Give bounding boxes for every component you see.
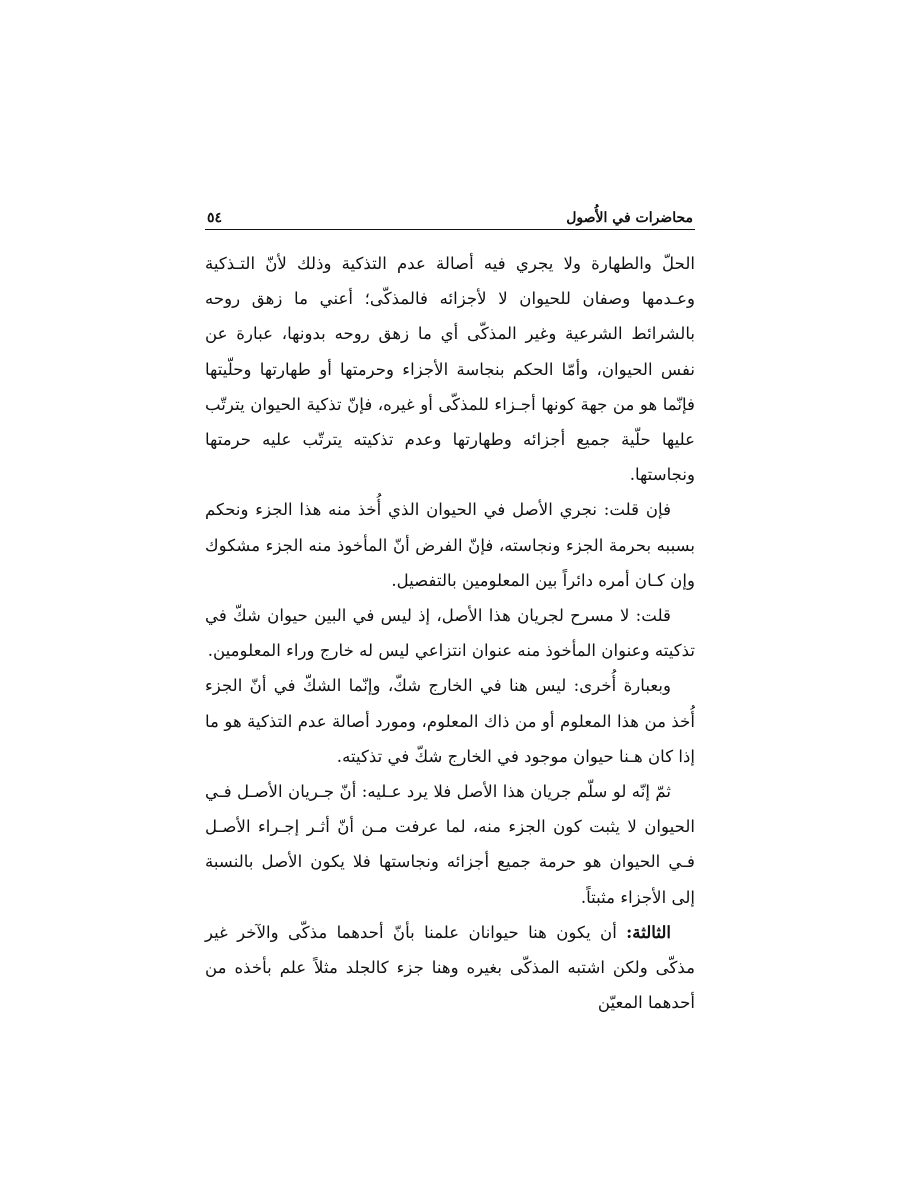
paragraph-text: قلت: لا مسرح لجريان هذا الأصل، إذ ليس في البين حيوان شكّ في تذكيته وعنوان المأخوذ منه عنوان انتزاعي ليس له خارج وراء المعلومين. bbox=[205, 606, 695, 661]
paragraph bbox=[205, 492, 695, 598]
book-title: محاضرات في الأُصول bbox=[566, 210, 693, 226]
paragraph-text: الحلّ والطهارة ولا يجري فيه أصالة عدم التذكية وذلك لأنّ التـذكية وعـدمها وصفان للحيوان لا لأجزائه فالمذكّى؛ أعني ما زهق روحه بالشرائط الشرعية وغير المذكّى أي ما زهق روحه بدونها، عبارة عن نفس الحيوان، وأمّا الحكم بنجاسة الأجزاء وحرمتها أو طهارتها وحلّيتها فإنّما هو من جهة كونها أجـزاء للمذكّى أو غيره، فإنّ تذكية الحيوان يترتّب عليها حلّية جميع أجزائه وطهارتها وعدم تذكيته يترتّب عليه حرمتها ونجاستها. bbox=[205, 254, 695, 485]
paragraph bbox=[205, 598, 695, 668]
paragraph bbox=[205, 915, 695, 1021]
page-number: ٥٤ bbox=[207, 210, 223, 226]
paragraph-text: وبعبارة أُخرى: ليس هنا في الخارج شكّ، وإنّما الشكّ في أنّ الجزء أُخذ من هذا المعلوم أو من ذاك المعلوم، ومورد أصالة عدم التذكية هو ما إذا كان هـنا حيوان موجود في الخارج شكّ في تذكيته. bbox=[205, 676, 695, 766]
paragraph-text: أن يكون هنا حيوانان علمنا بأنّ أحدهما مذكّى والآخر غير مذكّى ولكن اشتبه المذكّى بغيره وهنا جزء كالجلد مثلاً علم بأخذه من أحدهما المعيّن bbox=[205, 922, 695, 1013]
paragraph bbox=[205, 668, 695, 774]
body-text bbox=[205, 246, 695, 1020]
paragraph-text: فإن قلت: نجري الأصل في الحيوان الذي أُخذ منه هذا الجزء ونحكم بسببه بحرمة الجزء ونجاسته، فإنّ الفرض أنّ المأخوذ منه الجزء مشكوك وإن كـان أمره دائراً بين المعلومين بالتفصيل. bbox=[205, 500, 695, 590]
paragraph-text: ثمّ إنّه لو سلّم جريان هذا الأصل فلا يرد عـليه: أنّ جـريان الأصـل فـي الحيوان لا يثبت كون الجزء منه، لما عرفت مـن أنّ أثـر إجـراء الأصـل فـي الحيوان هو حرمة جميع أجزائه ونجاستها فلا يكون الأصل بالنسبة إلى الأجزاء مثبتاً. bbox=[205, 782, 695, 907]
book-page bbox=[205, 198, 695, 1018]
paragraph bbox=[205, 246, 695, 492]
paragraph bbox=[205, 774, 695, 915]
running-header bbox=[205, 198, 695, 230]
paragraph-lead: الثالثة: bbox=[626, 921, 671, 942]
